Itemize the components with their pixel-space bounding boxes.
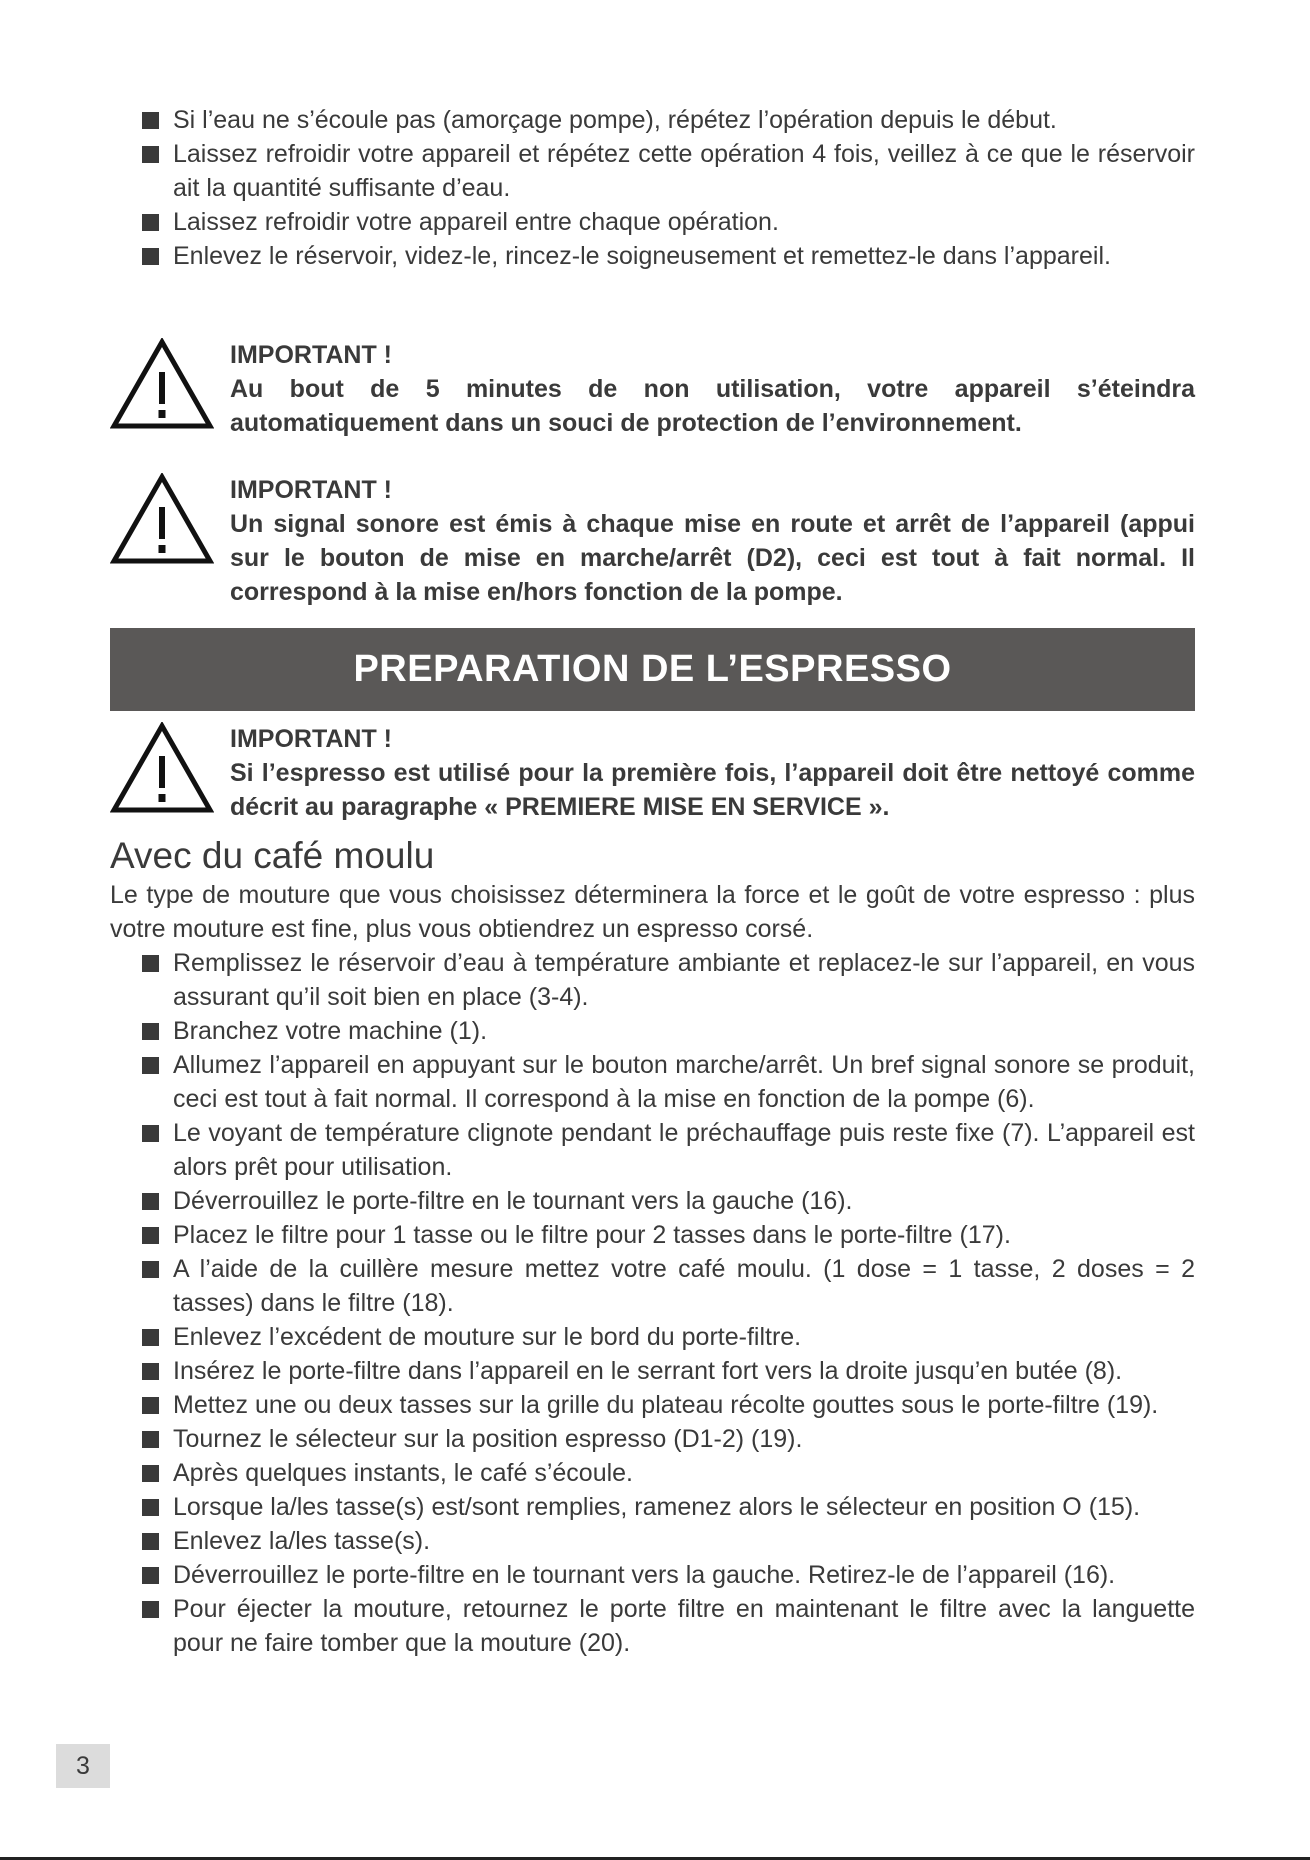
bullet-square-icon [142, 1261, 159, 1278]
list-item [110, 1388, 1195, 1422]
bullet-square-icon [142, 1193, 159, 1210]
list-item-text: Placez le filtre pour 1 tasse ou le filtre pour 2 tasses dans le porte-filtre (17). [173, 1221, 1011, 1249]
warning-triangle-icon [110, 473, 214, 565]
bullet-square-icon [142, 248, 159, 265]
bullet-square-icon [142, 1023, 159, 1040]
list-item-text: Allumez l’appareil en appuyant sur le bouton marche/arrêt. Un bref signal sonore se produit, ceci est tout à fait normal. Il correspond à la mise en fonction de la pompe (6). [173, 1051, 1195, 1113]
warning-text [230, 338, 1195, 440]
section-title-banner [110, 628, 1195, 711]
list-item [110, 946, 1195, 1014]
bullet-square-icon [142, 1567, 159, 1584]
list-item [110, 1320, 1195, 1354]
list-item-text: Branchez votre machine (1). [173, 1017, 488, 1045]
list-item-text: Après quelques instants, le café s’écoule. [173, 1459, 633, 1487]
list-item-text: Lorsque la/les tasse(s) est/sont remplies, ramenez alors le sélecteur en position O (15). [173, 1493, 1141, 1521]
warning-body: Un signal sonore est émis à chaque mise en route et arrêt de l’appareil (appui sur le bouton de mise en marche/arrêt (D2), ceci est tout à fait normal. Il correspond à la mise en/hors fonction de la pompe. [230, 510, 1195, 606]
list-item [110, 137, 1195, 205]
subheading: Avec du café moulu [110, 835, 435, 876]
list-item [110, 1422, 1195, 1456]
bullet-square-icon [142, 1533, 159, 1550]
warning-title: IMPORTANT ! [230, 725, 393, 753]
bullet-square-icon [142, 1601, 159, 1618]
bullet-square-icon [142, 1499, 159, 1516]
bullet-square-icon [142, 1397, 159, 1414]
list-item [110, 1490, 1195, 1524]
bullet-square-icon [142, 1363, 159, 1380]
bullet-square-icon [142, 1465, 159, 1482]
warning-title: IMPORTANT ! [230, 341, 393, 369]
list-item [110, 1218, 1195, 1252]
list-item [110, 1116, 1195, 1184]
section-title: PREPARATION DE L’ESPRESSO [353, 648, 952, 690]
list-item-text: Mettez une ou deux tasses sur la grille du plateau récolte gouttes sous le porte-filtre (19). [173, 1391, 1159, 1419]
warning-triangle-icon [110, 338, 214, 430]
list-item-text: Laissez refroidir votre appareil entre chaque opération. [173, 208, 779, 236]
preparation-steps [110, 946, 1195, 1660]
warning-text [230, 722, 1195, 824]
list-item [110, 1592, 1195, 1660]
bullet-square-icon [142, 1329, 159, 1346]
bullet-square-icon [142, 955, 159, 972]
list-item [110, 1558, 1195, 1592]
top-instructions [110, 103, 1195, 273]
list-item [110, 103, 1195, 137]
list-item-text: Tournez le sélecteur sur la position espresso (D1-2) (19). [173, 1425, 803, 1453]
top-bullet-list [110, 103, 1195, 273]
warning-body: Si l’espresso est utilisé pour la première fois, l’appareil doit être nettoyé comme décrit au paragraphe « PREMIERE MISE EN SERVICE ». [230, 759, 1195, 821]
list-item-text: Insérez le porte-filtre dans l’appareil en le serrant fort vers la droite jusqu’en butée (8). [173, 1357, 1123, 1385]
list-item [110, 1354, 1195, 1388]
warning-triangle-icon [110, 722, 214, 814]
list-item [110, 1524, 1195, 1558]
list-item-text: Enlevez l’excédent de mouture sur le bord du porte-filtre. [173, 1323, 802, 1351]
list-item [110, 1048, 1195, 1116]
warning-sound-signal [110, 473, 1195, 606]
list-item-text: Laissez refroidir votre appareil et répétez cette opération 4 fois, veillez à ce que le réservoir ait la quantité suffisante d’eau. [173, 140, 1195, 202]
list-item-text: Enlevez la/les tasse(s). [173, 1527, 431, 1555]
list-item [110, 1252, 1195, 1320]
bullet-square-icon [142, 1227, 159, 1244]
list-item-text: Remplissez le réservoir d’eau à température ambiante et replacez-le sur l’appareil, en vous assurant qu’il soit bien en place (3-4). [173, 949, 1195, 1011]
warning-body: Au bout de 5 minutes de non utilisation, votre appareil s’éteindra automatiquement dans un souci de protection de l’environnement. [230, 375, 1195, 437]
list-item [110, 1184, 1195, 1218]
list-item-text: Déverrouillez le porte-filtre en le tournant vers la gauche (16). [173, 1187, 853, 1215]
list-item-text: A l’aide de la cuillère mesure mettez votre café moulu. (1 dose = 1 tasse, 2 doses = 2 tasses) dans le filtre (18). [173, 1255, 1195, 1317]
bullet-square-icon [142, 1125, 159, 1142]
list-item [110, 1456, 1195, 1490]
bullet-square-icon [142, 146, 159, 163]
page-number: 3 [56, 1744, 110, 1788]
list-item [110, 239, 1195, 273]
list-item [110, 1014, 1195, 1048]
list-item-text: Si l’eau ne s’écoule pas (amorçage pompe), répétez l’opération depuis le début. [173, 106, 1057, 134]
bullet-square-icon [142, 1057, 159, 1074]
intro-paragraph: Le type de mouture que vous choisissez déterminera la force et le goût de votre espresso : plus votre mouture est fine, plus vous obtiendrez un espresso corsé. [110, 881, 1195, 943]
bullet-square-icon [142, 1431, 159, 1448]
list-item-text: Pour éjecter la mouture, retournez le porte filtre en maintenant le filtre avec la languette pour ne faire tomber que la mouture (20). [173, 1595, 1195, 1657]
warning-text [230, 473, 1195, 609]
bullet-square-icon [142, 112, 159, 129]
list-item-text: Enlevez le réservoir, videz-le, rincez-le soigneusement et remettez-le dans l’appareil. [173, 242, 1111, 270]
bullet-square-icon [142, 214, 159, 231]
warning-first-use [110, 722, 1195, 842]
warning-title: IMPORTANT ! [230, 476, 393, 504]
list-item [110, 205, 1195, 239]
warning-auto-off [110, 338, 1195, 458]
list-item-text: Déverrouillez le porte-filtre en le tournant vers la gauche. Retirez-le de l’appareil (16). [173, 1561, 1116, 1589]
steps-bullet-list [110, 946, 1195, 1660]
list-item-text: Le voyant de température clignote pendant le préchauffage puis reste fixe (7). L’appareil est alors prêt pour utilisation. [173, 1119, 1195, 1181]
